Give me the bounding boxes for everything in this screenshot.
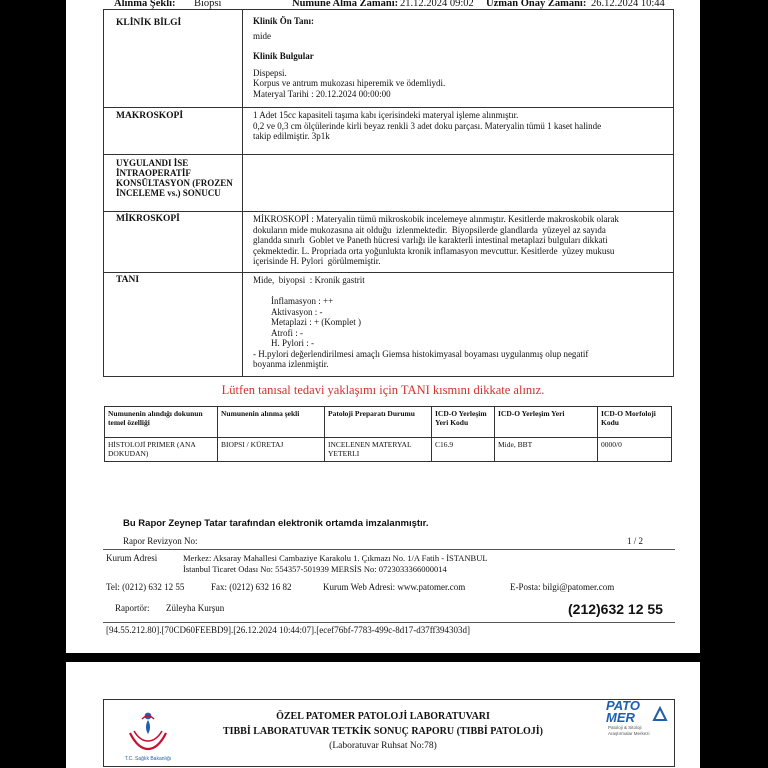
numune-label: Numune Alma Zamanı: bbox=[292, 0, 399, 9]
col-header: Numunenin alınma şekli bbox=[218, 407, 325, 438]
col-header: ICD-O Yerleşim Yeri bbox=[495, 407, 598, 438]
frozen-text bbox=[243, 155, 674, 212]
col-header: ICD-O Yerleşim Yeri Kodu bbox=[432, 407, 495, 438]
report-title: TIBBİ LABORATUVAR TETKİK SONUÇ RAPORU (TIBBİ PATOLOJİ) bbox=[222, 726, 544, 737]
uzman-label: Uzman Onay Zamanı: bbox=[486, 0, 587, 9]
email-text: E-Posta: bilgi@patomer.com bbox=[510, 582, 615, 592]
makroskopi-label: MAKROSKOPİ bbox=[104, 108, 243, 155]
klinik-row bbox=[104, 10, 674, 108]
table-row bbox=[105, 438, 672, 462]
tani-label: TANI bbox=[104, 273, 243, 377]
table-cell: 0000/0 bbox=[598, 438, 672, 462]
uzman-value: 26.12.2024 10:44 bbox=[591, 0, 665, 9]
table-cell: C16.9 bbox=[432, 438, 495, 462]
table-cell: INCELENEN MATERYAL YETERLI bbox=[325, 438, 432, 462]
on-tani-value: mide bbox=[253, 30, 271, 41]
tel-text: Tel: (0212) 632 12 55 bbox=[106, 582, 185, 592]
patomer-logo bbox=[606, 700, 672, 748]
numune-value: 21.12.2024 09:02 bbox=[400, 0, 474, 9]
patomer-caption: Patoloji & Sitoloji Araştırmalar Merkezi bbox=[608, 725, 650, 736]
page-number: 1 / 2 bbox=[627, 536, 644, 546]
alinma-label: Alınma Şekli: bbox=[114, 0, 176, 9]
raportor-label: Raportör: bbox=[115, 603, 150, 613]
tani-text: Mide, biyopsi : Kronik gastrit İnflamasyon : ++ Aktivasyon : - Metaplazi : + (Komplet ) Atrofi : - H. Pylori : - - H.pylori değerlendirilmesi amaçlı Giemsa histokimyasal boyaması uygulanmış olup negatif boyanma izlenmiştir. bbox=[243, 273, 674, 377]
report-page-2 bbox=[66, 662, 700, 768]
patomer-wordmark: PATOMER bbox=[606, 698, 640, 725]
tani-row bbox=[104, 273, 674, 377]
web-text: Kurum Web Adresi: www.patomer.com bbox=[323, 582, 466, 592]
table-cell: Mide, BBT bbox=[495, 438, 598, 462]
revizyon-label: Rapor Revizyon No: bbox=[123, 536, 198, 546]
kurum-label: Kurum Adresi bbox=[106, 553, 158, 563]
divider bbox=[103, 622, 675, 623]
big-phone-number: (212)632 12 55 bbox=[568, 601, 663, 617]
frozen-row bbox=[104, 155, 674, 212]
address-line-1: Merkez: Aksaray Mahallesi Cambaziye Karakolu 1. Çıkmazı No. 1/A Fatih - İSTANBUL bbox=[183, 553, 488, 563]
sample-table-header bbox=[105, 407, 672, 438]
bulgular-text: Dispepsi. Korpus ve antrum mukozası hiperemik ve ödemliydi. Materyal Tarihi : 20.12.2024 00:00:00 bbox=[253, 67, 446, 99]
col-header: Numunenin alındığı dokunun temel özelliği bbox=[105, 407, 218, 438]
on-tani-title: Klinik Ön Tanı: bbox=[253, 16, 315, 26]
warning-text: Lütfen tanısal tedavi yaklaşımı için TANI kısmını dikkate alınız. bbox=[221, 383, 545, 397]
patomer-mark-icon bbox=[652, 706, 668, 722]
divider bbox=[103, 549, 675, 550]
table-cell: HİSTOLOJİ PRIMER (ANA DOKUDAN) bbox=[105, 438, 218, 462]
report-page-1 bbox=[66, 0, 700, 653]
mikroskopi-label: MİKROSKOPİ bbox=[104, 212, 243, 273]
mikroskopi-row bbox=[104, 212, 674, 273]
mikroskopi-text: MİKROSKOPİ : Materyalin tümü mikroskobik incelemeye alınmıştır. Kesitlerde makroskobik olarak dokuların mide mukozasına ait olduğu izlenmektedir. Biyopsilerde glandlarda yüzeyel az sayıda glandda sınırlı Goblet ve Paneth hücresi varlığı ile karakterli intestinal metaplazi bulguları dikkati çekmektedir. L. Propriada orta yoğunlukta kronik inflamasyon mevcuttur. Kesitlerde yüzey mukusu içerisinde H. Pylori görülmemiştir. bbox=[243, 212, 674, 273]
makroskopi-text: 1 Adet 15cc kapasiteli taşıma kabı içerisindeki materyal işleme alınmıştır. 0,2 ve 0,3 cm ölçülerinde kirli beyaz renkli 3 adet doku parçası. Materyalin tümü 1 kaset halinde takip edilmiştir. 3p1k bbox=[243, 108, 674, 155]
sample-table bbox=[104, 406, 672, 462]
license-text: (Laboratuvar Ruhsat No:78) bbox=[329, 741, 437, 751]
makroskopi-row bbox=[104, 108, 674, 155]
bulgular-title: Klinik Bulgular bbox=[253, 51, 314, 61]
alinma-value: Biopsi bbox=[194, 0, 222, 9]
raportor-name: Züleyha Kurşun bbox=[166, 603, 225, 613]
fax-text: Fax: (0212) 632 16 82 bbox=[211, 582, 292, 592]
klinik-label: KLİNİK BİLGİ bbox=[104, 10, 243, 108]
col-header: ICD-O Morfoloji Kodu bbox=[598, 407, 672, 438]
audit-trail: [94.55.212.80].[70CD60FEEBD9].[26.12.2024 10:44:07].[ecef76bf-7783-499c-8d17-d37ff394303d] bbox=[106, 625, 471, 635]
table-cell: BIOPSI / KÜRETAJ bbox=[218, 438, 325, 462]
ministry-caption: T.C. Sağlık Bakanlığı bbox=[124, 756, 172, 762]
frozen-label: UYGULANDI İSE İNTRAOPERATİF KONSÜLTASYON (FROZEN İNCELEME vs.) SONUCU bbox=[104, 155, 243, 212]
col-header: Patoloji Preparatı Durumu bbox=[325, 407, 432, 438]
signature-text: Bu Rapor Zeynep Tatar tarafından elektronik ortamda imzalanmıştır. bbox=[123, 518, 429, 529]
address-line-2: İstanbul Ticaret Odası No: 554357-501939 MERSİS No: 0723033366000014 bbox=[183, 564, 447, 574]
report-info-table bbox=[103, 9, 674, 377]
lab-title: ÖZEL PATOMER PATOLOJİ LABORATUVARI bbox=[276, 711, 490, 722]
